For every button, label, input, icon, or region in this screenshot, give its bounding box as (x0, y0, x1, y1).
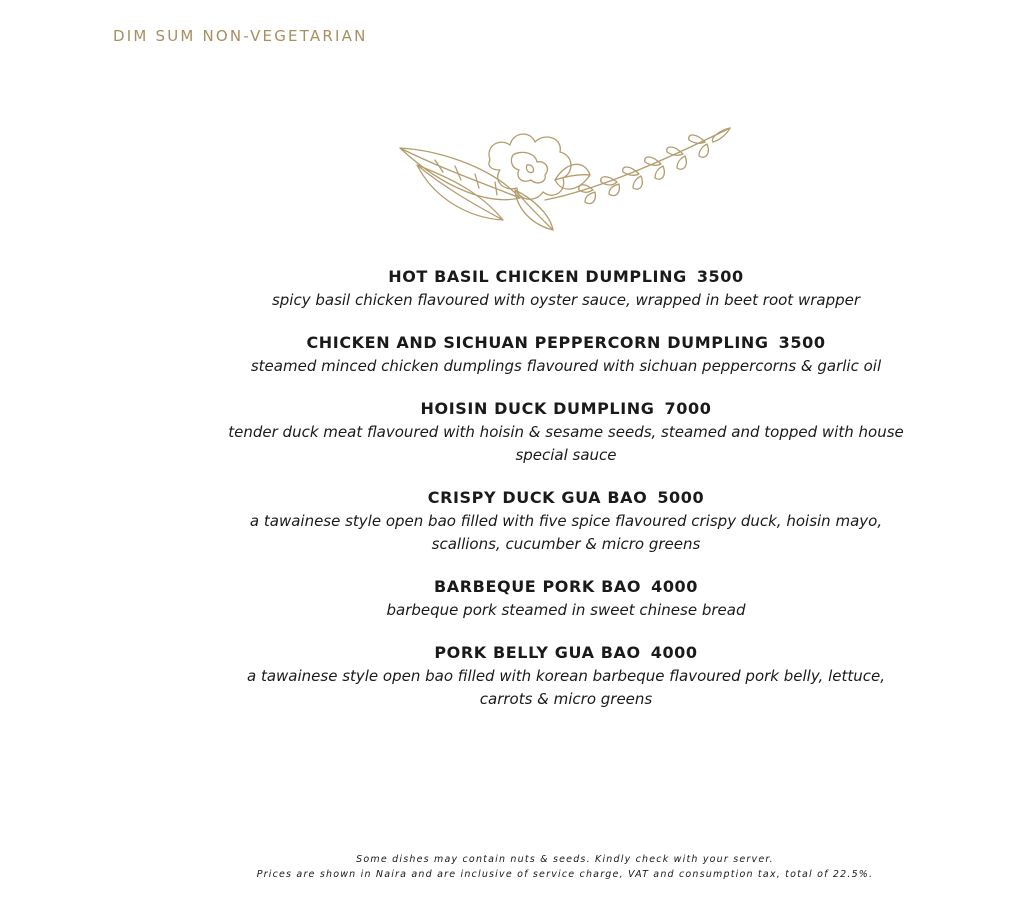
menu-item-heading (210, 486, 922, 510)
menu-item-name: PORK BELLY GUA BAO (434, 643, 641, 662)
menu-item-name: CHICKEN AND SICHUAN PEPPERCORN DUMPLING (306, 333, 769, 352)
menu-item-description: tender duck meat flavoured with hoisin & sesame seeds, steamed and topped with house special sauce (228, 423, 904, 464)
menu-item-name: HOT BASIL CHICKEN DUMPLING (388, 267, 687, 286)
menu-item-price: 4000 (650, 643, 698, 662)
menu-item (210, 575, 922, 622)
menu-item (210, 397, 922, 467)
footer-note (0, 852, 1024, 882)
menu-item (210, 641, 922, 711)
menu-item (210, 265, 922, 312)
menu-item-description: a tawainese style open bao filled with korean barbeque flavoured pork belly, lettuce, carrots & micro greens (246, 667, 885, 708)
menu-item-price: 5000 (657, 488, 705, 507)
footer-allergen-note: Some dishes may contain nuts & seeds. Kindly check with your server. (356, 854, 774, 865)
menu-item-description: a tawainese style open bao filled with five spice flavoured crispy duck, hoisin mayo, scallions, cucumber & micro greens (249, 512, 883, 553)
menu-item (210, 331, 922, 378)
menu-item-heading (210, 641, 922, 665)
menu-item-description: steamed minced chicken dumplings flavoured with sichuan peppercorns & garlic oil (250, 357, 882, 375)
menu-item-price: 3500 (696, 267, 744, 286)
floral-leaf-ornament-icon (395, 120, 740, 235)
menu-item-description: spicy basil chicken flavoured with oyster sauce, wrapped in beet root wrapper (271, 291, 861, 309)
menu-item-heading (210, 575, 922, 599)
menu-item-heading (210, 265, 922, 289)
menu-item-price: 7000 (664, 399, 712, 418)
section-title: DIM SUM NON-VEGETARIAN (113, 27, 368, 45)
menu-item-name: BARBEQUE PORK BAO (433, 577, 642, 596)
menu-item-heading (210, 331, 922, 355)
footer-pricing-note: Prices are shown in Naira and are inclusive of service charge, VAT and consumption tax, total of 22.5%. (256, 869, 874, 880)
menu-item-description: barbeque pork steamed in sweet chinese bread (386, 601, 746, 619)
menu-item-price: 4000 (651, 577, 699, 596)
menu-item-price: 3500 (778, 333, 826, 352)
menu-item-name: HOISIN DUCK DUMPLING (420, 399, 655, 418)
menu-list (210, 265, 922, 730)
menu-item (210, 486, 922, 556)
menu-item-heading (210, 397, 922, 421)
menu-item-name: CRISPY DUCK GUA BAO (427, 488, 648, 507)
